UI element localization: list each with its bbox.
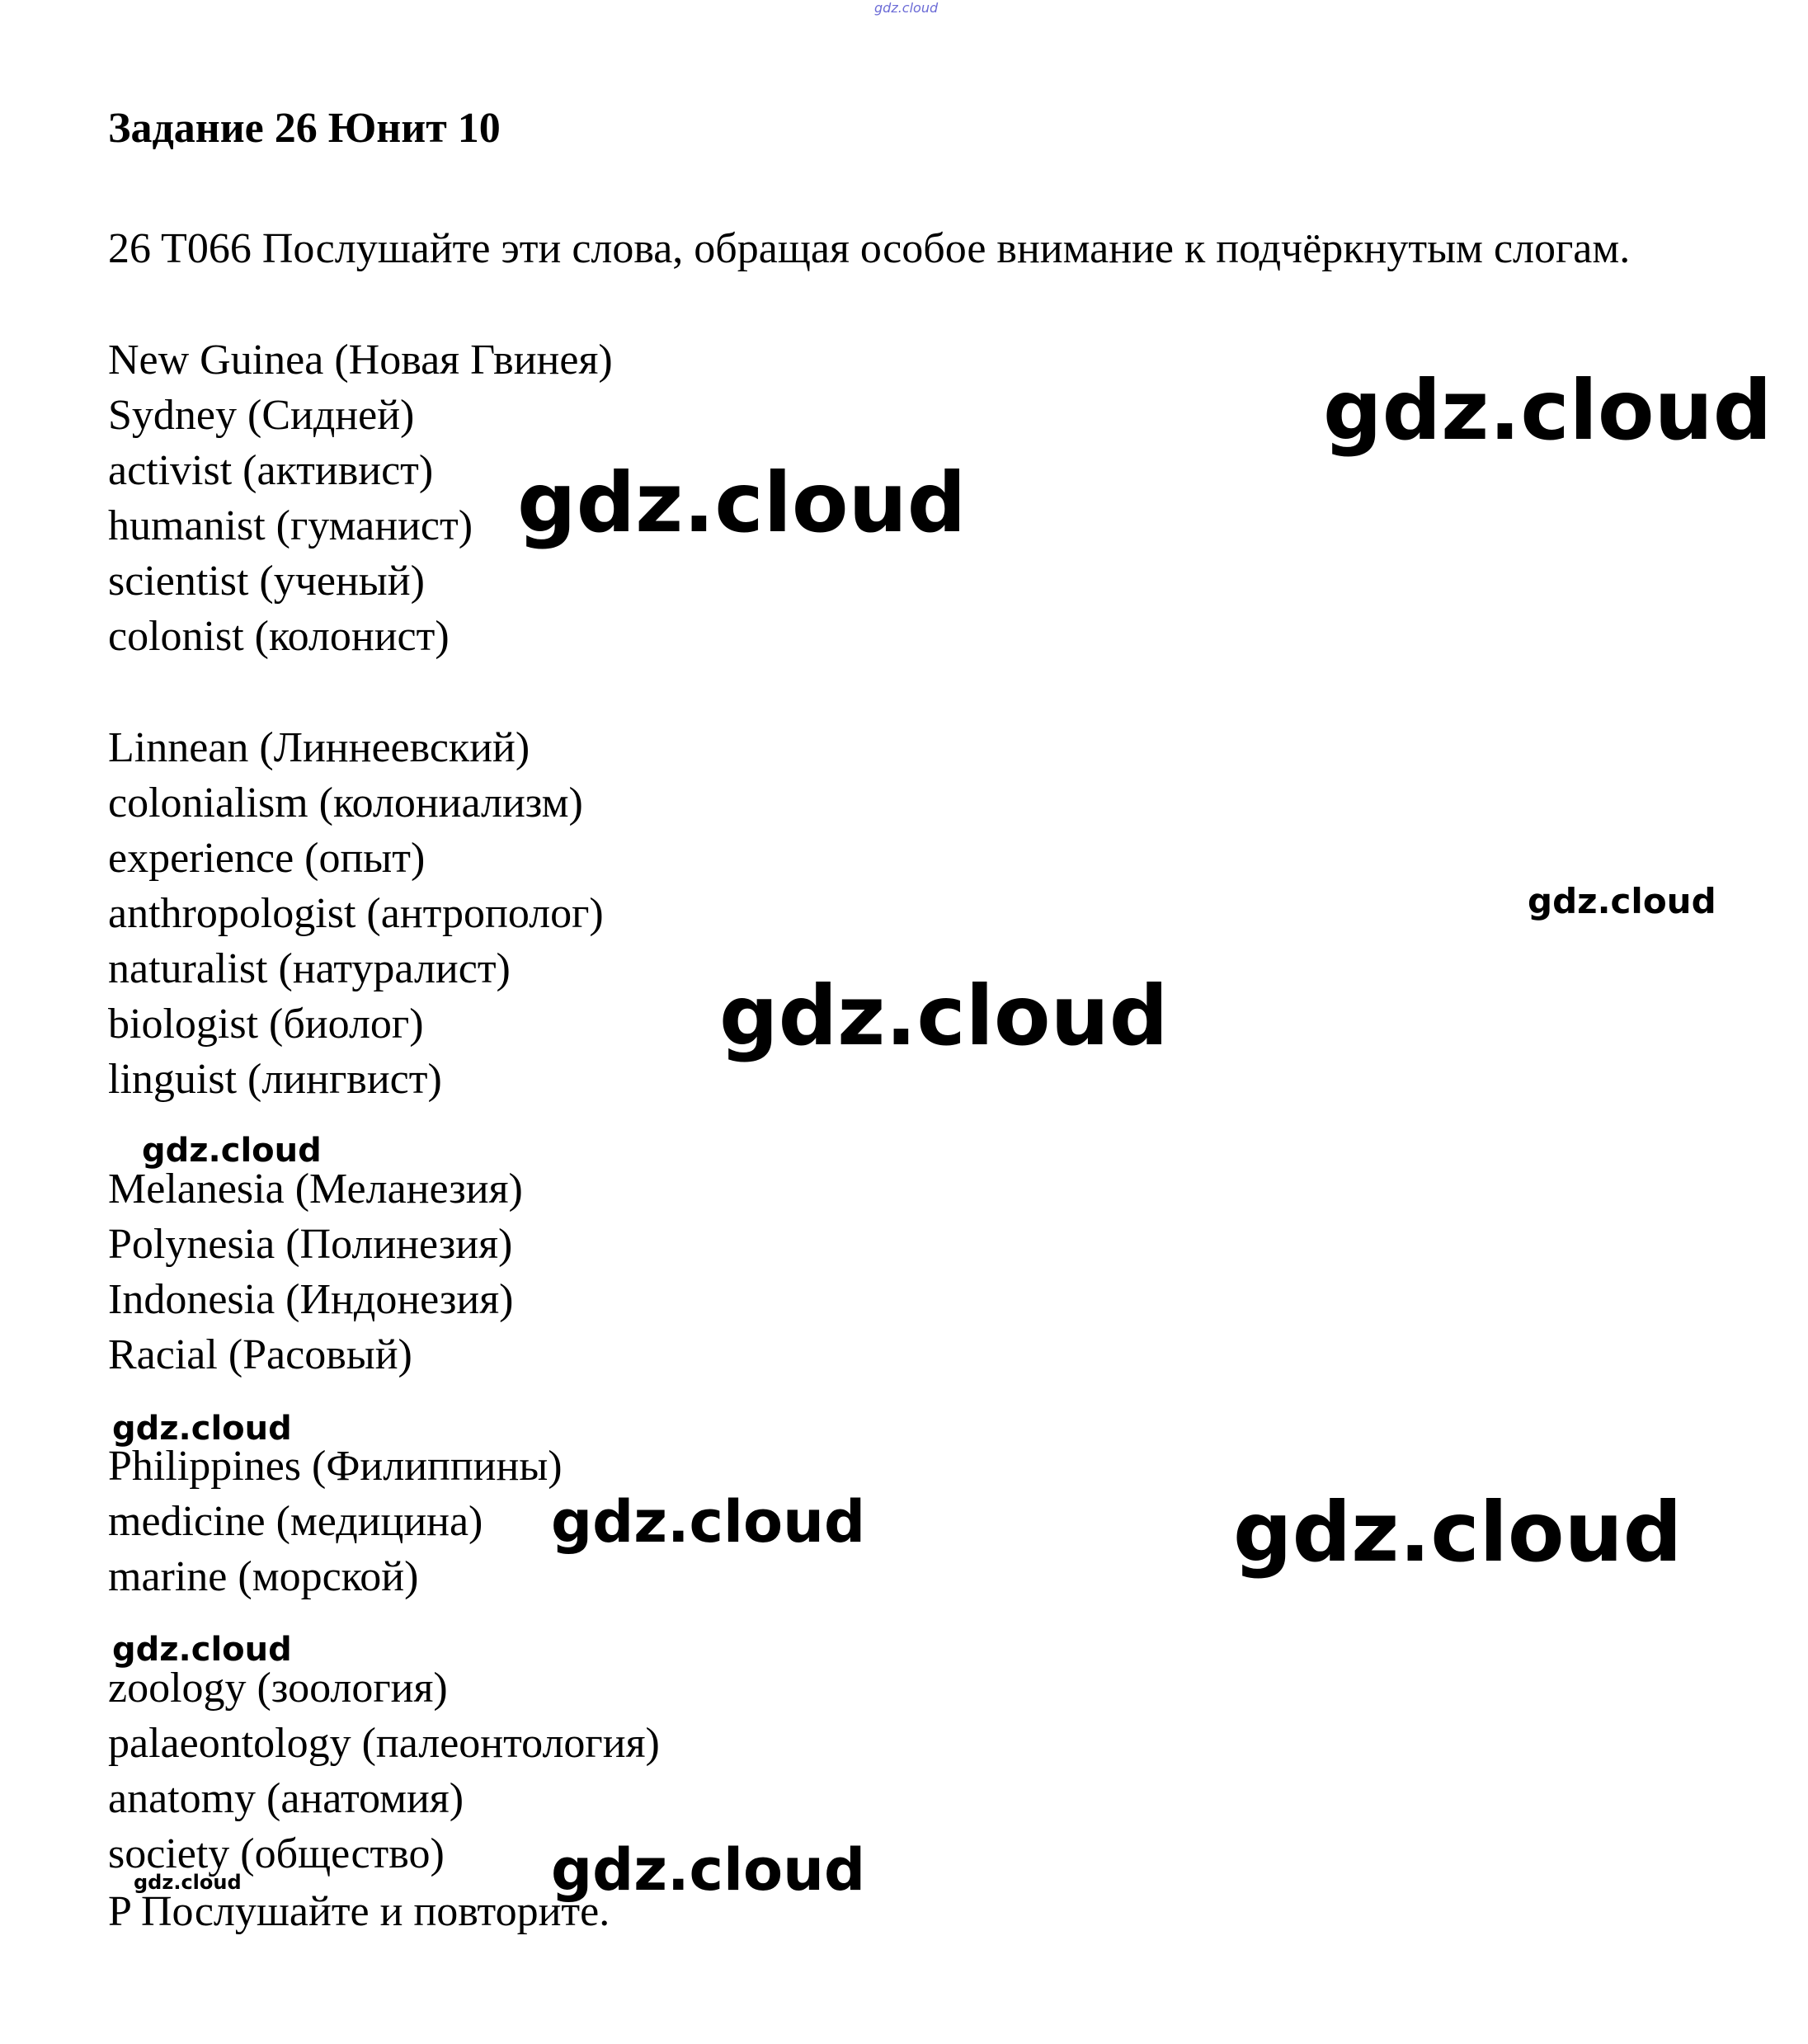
word-item: biologist (биолог): [108, 1001, 424, 1048]
watermark: gdz.cloud: [551, 1488, 866, 1556]
watermark: gdz.cloud: [1323, 362, 1773, 459]
watermark: gdz.cloud: [112, 1631, 292, 1669]
watermark-top: gdz.cloud: [874, 0, 939, 16]
word-item: zoology (зоология): [108, 1665, 448, 1712]
word-item: anthropologist (антрополог): [108, 890, 604, 937]
watermark: gdz.cloud: [1233, 1484, 1683, 1580]
word-item: Racial (Расовый): [108, 1331, 412, 1378]
word-item: humanist (гуманист): [108, 502, 473, 549]
word-item: marine (морской): [108, 1553, 419, 1600]
watermark: gdz.cloud: [551, 1836, 866, 1904]
word-group-3: [108, 1161, 523, 1382]
watermark: gdz.cloud: [1528, 881, 1716, 921]
watermark: gdz.cloud: [112, 1410, 292, 1448]
task-instruction: 26 T066 Послушайте эти слова, обращая особое внимание к подчёркнутым слогам.: [108, 225, 1631, 272]
word-item: Melanesia (Меланезия): [108, 1166, 523, 1213]
word-item: Linnean (Линнеевский): [108, 724, 530, 771]
word-item: Polynesia (Полинезия): [108, 1221, 513, 1268]
page-title: Задание 26 Юнит 10: [108, 105, 501, 152]
word-item: Sydney (Сидней): [108, 392, 415, 439]
word-item: medicine (медицина): [108, 1498, 483, 1545]
word-item: activist (активист): [108, 447, 434, 494]
word-item: colonist (колонист): [108, 613, 450, 660]
word-item: palaeontology (палеонтология): [108, 1720, 660, 1767]
watermark: gdz.cloud: [517, 454, 967, 551]
word-group-2: [108, 720, 604, 1107]
word-item: scientist (ученый): [108, 558, 425, 605]
word-item: anatomy (анатомия): [108, 1775, 464, 1822]
watermark: gdz.cloud: [142, 1132, 322, 1170]
word-item: society (общество): [108, 1830, 445, 1877]
word-item: naturalist (натуралист): [108, 945, 511, 992]
watermark: gdz.cloud: [134, 1871, 242, 1894]
word-item: experience (опыт): [108, 835, 426, 882]
word-item: linguist (лингвист): [108, 1056, 442, 1103]
word-item: New Guinea (Новая Гвинея): [108, 337, 613, 384]
word-item: colonialism (колониализм): [108, 779, 583, 827]
word-item: Philippines (Филиппины): [108, 1443, 563, 1490]
word-item: Indonesia (Индонезия): [108, 1276, 514, 1323]
watermark: gdz.cloud: [719, 968, 1169, 1064]
word-group-4: [108, 1439, 563, 1604]
repeat-instruction: P Послушайте и повторите.: [108, 1888, 610, 1935]
